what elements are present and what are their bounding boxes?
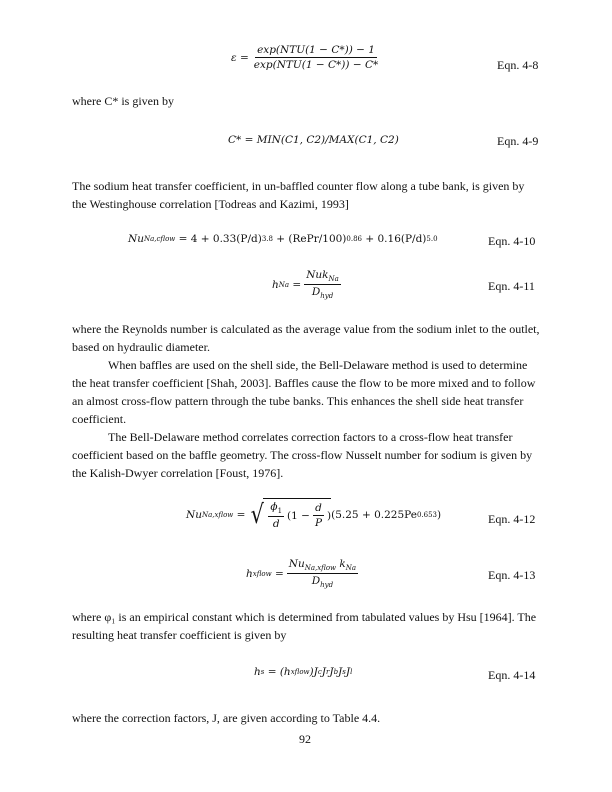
equation-4-10 (128, 233, 438, 245)
eq-term: = (h (267, 666, 291, 678)
equation-4-12 (186, 498, 441, 532)
body-text: where C* is given by (72, 94, 174, 108)
equals: = (236, 509, 246, 521)
body-text: based on hydraulic diameter. (72, 340, 210, 354)
body-text: where φ₁ is an empirical constant which is determined from tabulated values by Hsu [1964]. The (72, 610, 537, 624)
body-text: the heat transfer coefficient [Shah, 2003]. Baffles cause the flow to be more mixed and to follow (72, 376, 536, 390)
equation-4-14: h s = (h xflow )J c J r J b J s J l (254, 666, 353, 678)
numerator (304, 269, 341, 285)
body-text: The sodium heat transfer coefficient, in un-baffled counter flow along a tube bank, is given by (72, 179, 525, 193)
denominator (310, 574, 335, 589)
exponent: 3.8 (261, 235, 273, 243)
subscript: xflow (290, 668, 310, 676)
body-text: an almost cross-flow pattern through the tube banks. This enhances the shell side heat transfer (72, 394, 524, 408)
fraction (304, 269, 341, 300)
radicand (263, 498, 331, 532)
body-text: The Bell-Delaware method correlates correction factors to a cross-flow heat transfer (108, 430, 513, 444)
subscript: Na (328, 275, 339, 283)
body-text: coefficient based on the baffle geometry. The cross-flow Nusselt number for sodium is given by (72, 448, 533, 462)
subscript: hyd (320, 292, 334, 300)
num-text: Nuk (306, 269, 329, 281)
subscript: hyd (320, 581, 334, 589)
num-text: Nu (288, 558, 305, 570)
num-k: k (336, 558, 346, 570)
paren-close: ) (327, 509, 332, 522)
equation-label: Eqn. 4-14 (488, 668, 536, 682)
subscript: s (342, 668, 346, 676)
fraction (313, 502, 324, 529)
body-text: resulting heat transfer coefficient is given by (72, 628, 287, 642)
equation-4-9 (228, 134, 399, 146)
subscript: Na (278, 280, 290, 289)
eq-term: = 4 + 0.33(P/d) (178, 233, 262, 245)
equation-label: Eqn. 4-12 (488, 512, 536, 526)
denominator (310, 285, 335, 300)
paren-open: (1 − (287, 509, 310, 522)
eq-expression: C* = MIN(C1, C2)/MAX(C1, C2) (228, 134, 399, 146)
square-root (249, 498, 331, 532)
subscript: Na,xflow (201, 511, 234, 519)
body-text: coefficient. (72, 412, 127, 426)
radical-sign: √ (250, 500, 264, 530)
body-text: the Kalish-Dwyer correlation [Foust, 1976]. (72, 466, 284, 480)
subscript: Na (345, 564, 357, 572)
equals: = (292, 278, 302, 291)
equation-4-13 (246, 558, 361, 589)
eq-lhs: h (254, 666, 261, 678)
denominator: d (272, 518, 280, 530)
eq-term: )J (309, 666, 318, 678)
exponent: 0.653 (416, 511, 438, 519)
body-text: the Westinghouse correlation [Todreas and Kazimi, 1993] (72, 197, 349, 211)
numerator (287, 558, 358, 574)
body-text: where the correction factors, J, are given according to Table 4.4. (72, 711, 381, 725)
eq-term: + (RePr/100) (276, 233, 347, 245)
eq-lhs: Nu (128, 233, 144, 245)
subscript: l (350, 668, 353, 676)
equals: = (274, 567, 284, 580)
subscript: 1 (277, 507, 283, 515)
exponent: 0.86 (346, 235, 363, 243)
equation-label: Eqn. 4-11 (488, 279, 535, 293)
denominator: P (314, 517, 323, 529)
phi: ϕ (270, 501, 278, 513)
den-text: D (311, 575, 321, 587)
equation-4-11 (272, 269, 344, 300)
body-text: where the Reynolds number is calculated as the average value from the sodium inlet to the outlet, (72, 322, 540, 336)
equation-label: Eqn. 4-8 (497, 58, 539, 72)
subscript: xflow (252, 569, 272, 578)
eq-term: (5.25 + 0.225Pe (331, 509, 417, 521)
equation-label: Eqn. 4-9 (497, 134, 539, 148)
fraction (287, 558, 358, 589)
subscript: c (317, 668, 322, 676)
subscript: b (333, 668, 339, 676)
equation-label: Eqn. 4-10 (488, 234, 536, 248)
eq-lhs: ε = (231, 51, 249, 64)
subscript: r (325, 668, 330, 676)
subscript: Na,cflow (143, 235, 176, 243)
eq-lhs: h (246, 567, 253, 580)
paren-close: ) (437, 509, 442, 521)
den-text: D (311, 286, 321, 298)
eq-term: + 0.16(P/d) (365, 233, 427, 245)
eq-lhs: h (272, 278, 279, 291)
exponent: 5.0 (426, 235, 438, 243)
equation-label: Eqn. 4-13 (488, 568, 536, 582)
numerator: exp(NTU(1 − C*)) − 1 (257, 44, 375, 56)
fraction (268, 501, 284, 530)
fraction (252, 44, 380, 71)
numerator (268, 501, 284, 517)
subscript: Na,xflow (304, 564, 337, 572)
page-number: 92 (299, 732, 311, 746)
equation-4-8 (231, 44, 383, 71)
eq-lhs: Nu (186, 509, 202, 521)
numerator: d (315, 502, 322, 514)
body-text: When baffles are used on the shell side, the Bell-Delaware method is used to determine (108, 358, 528, 372)
subscript: s (260, 668, 265, 676)
denominator: exp(NTU(1 − C*)) − C* (253, 59, 379, 71)
